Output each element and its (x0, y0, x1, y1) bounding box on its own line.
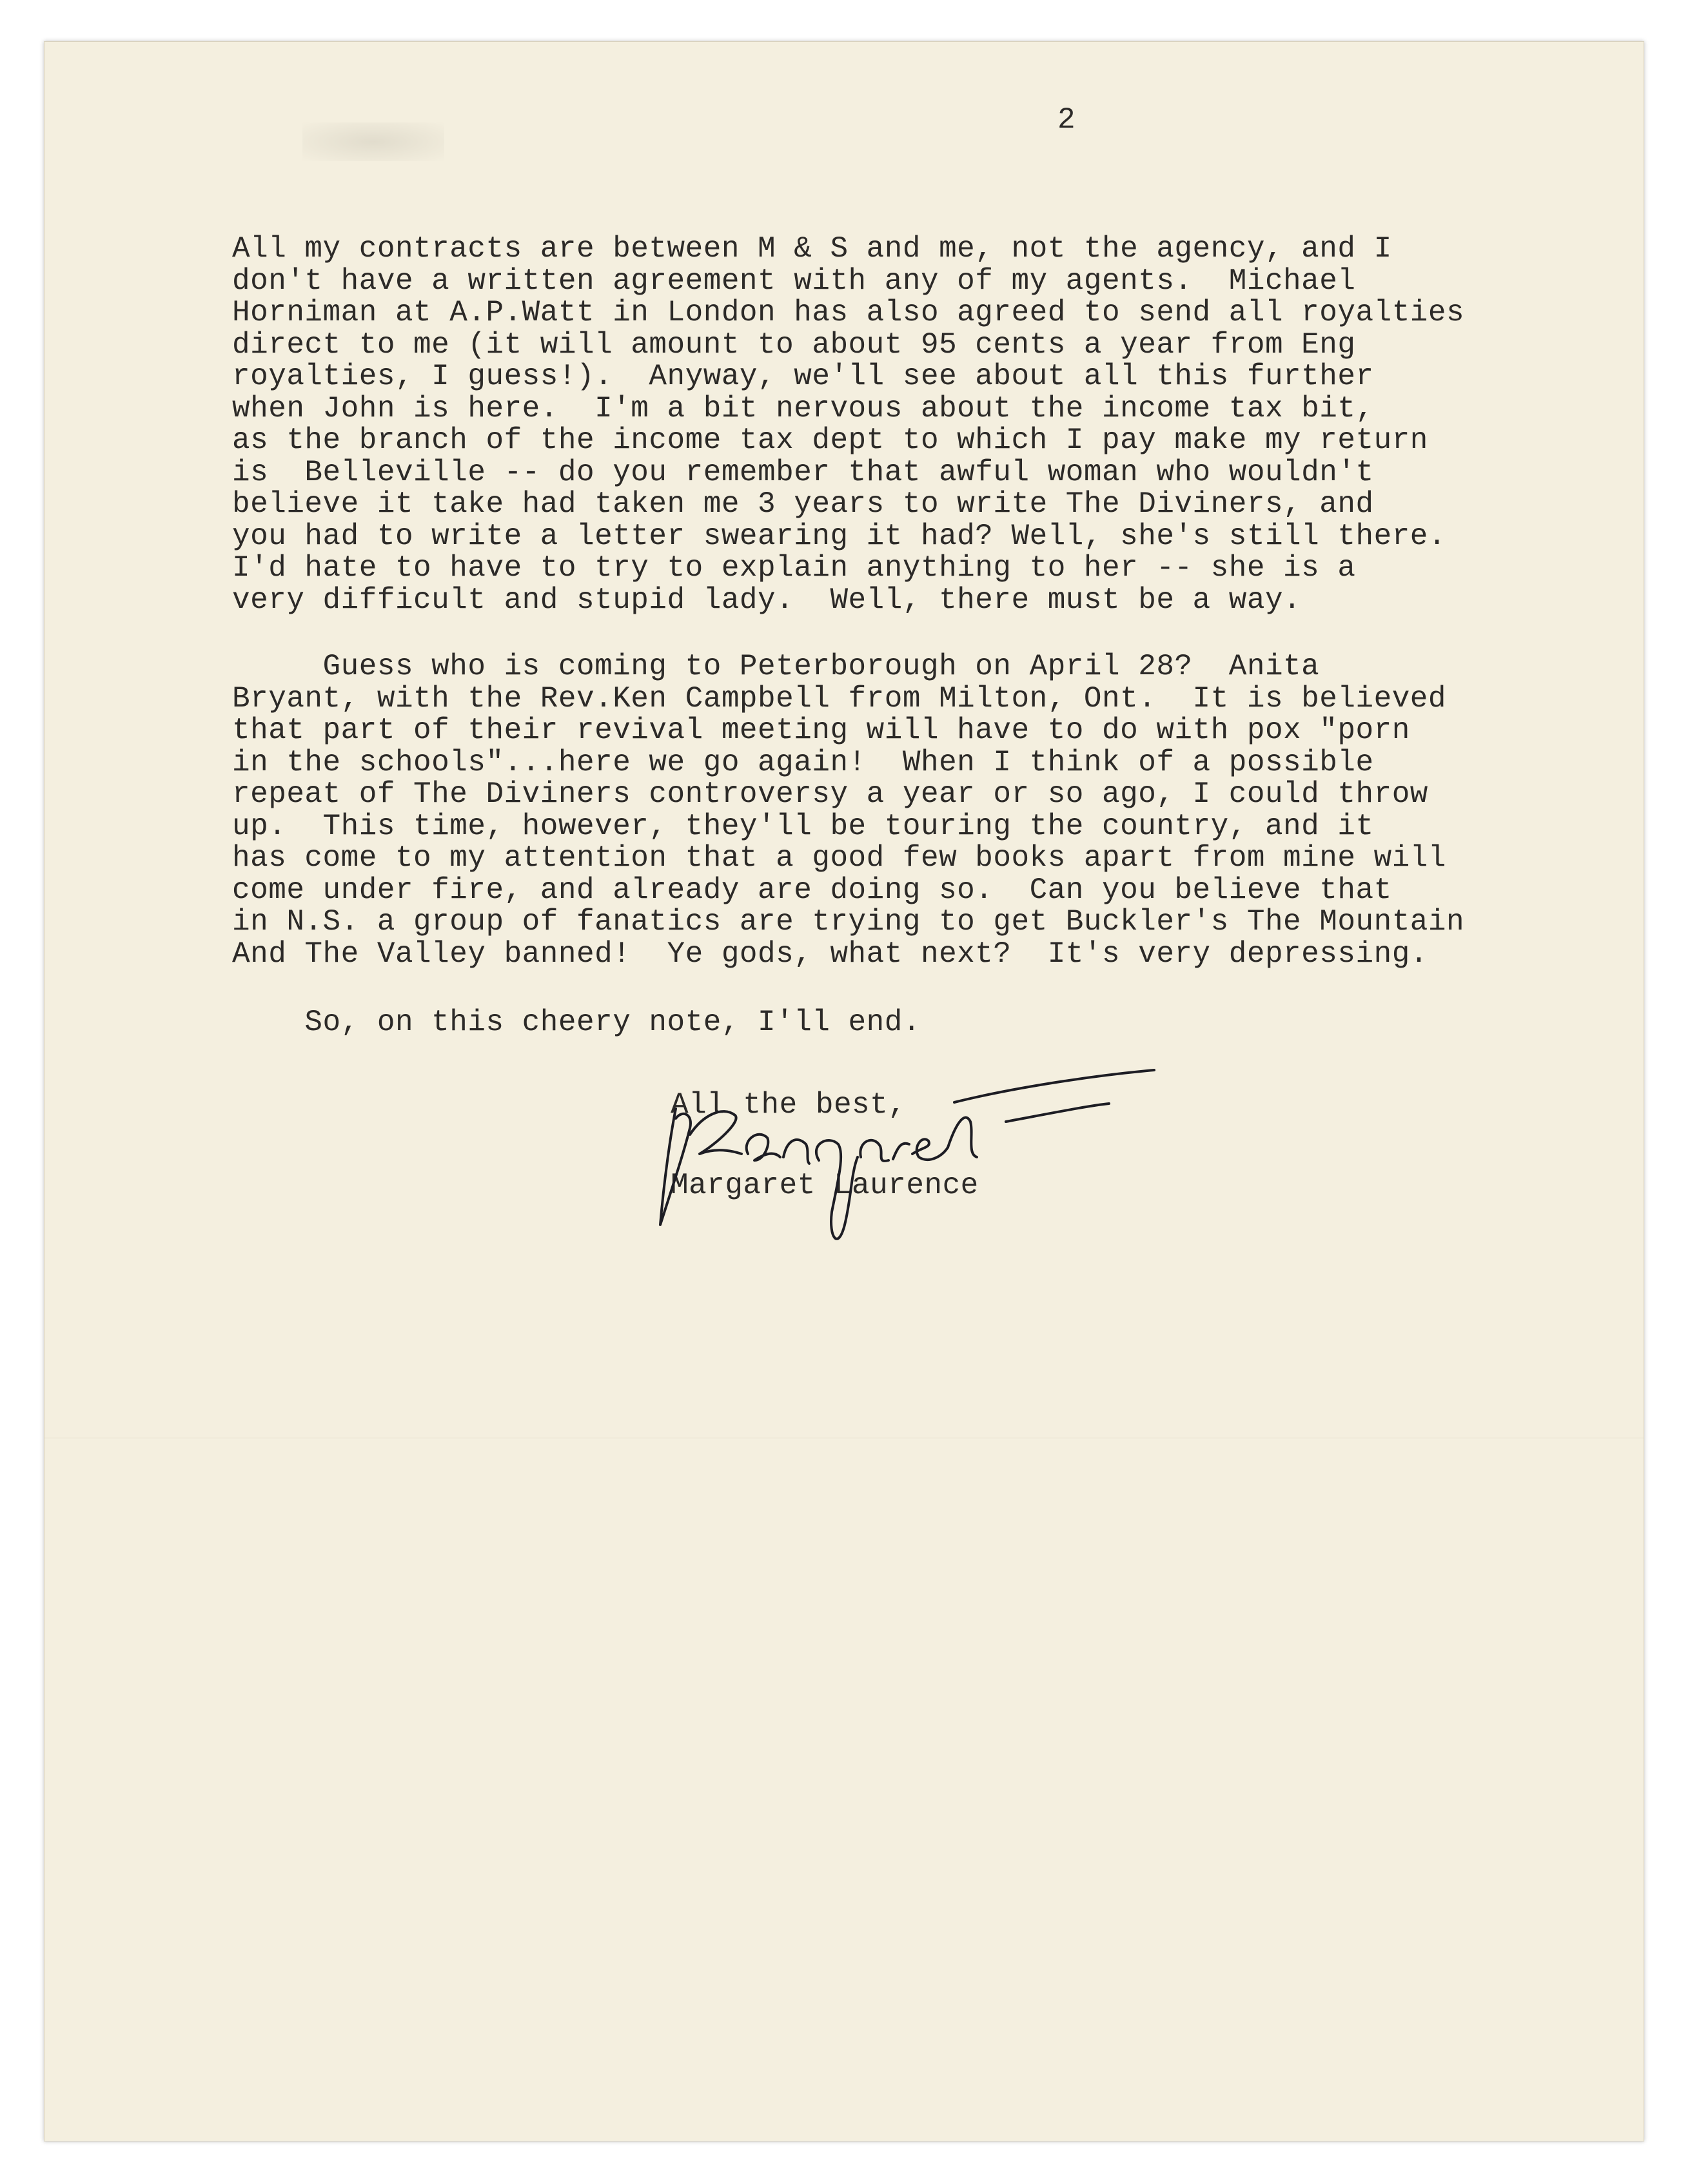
paper-fold-line (44, 1438, 1644, 1439)
paragraph-contracts: All my contracts are between M & S and me, not the agency, and I don't have a written agreement with any of my agents. Michael Horniman at A.P.Watt in London has also agreed to send all royalties direct to me (it will amount to about 95 cents a year from Eng royalties, I guess!). Anyway, we'll see about all this further when John is here. I'm a bit nervous about the income tax bit, as the branch of the income tax dept to which I pay make my return is Belleville -- do you remember that awful woman who wouldn't believe it take had taken me 3 years to write The Diviners, and you had to write a letter swearing it had? Well, she's still there. I'd hate to have to try to explain anything to her -- she is a very difficult and stupid lady. Well, there must be a way. (232, 232, 1465, 617)
typed-signature-name: Margaret Laurence (671, 1169, 979, 1202)
handwritten-signature (645, 1031, 1212, 1276)
paragraph-anita-bryant: Guess who is coming to Peterborough on April 28? Anita Bryant, with the Rev.Ken Campbell from Milton, Ont. It is believed that part of their revival meeting will have to do with pox "porn in the schools"...here we go again! When I think of a possible repeat of The Diviners controversy a year or so ago, I could throw up. This time, however, they'll be touring the country, and it has come to my attention that a good few books apart from mine will come under fire, and already are doing so. Can you believe that in N.S. a group of fanatics are trying to get Buckler's The Mountain And The Valley banned! Ye gods, what next? It's very depressing. (232, 650, 1465, 971)
closing-salutation: All the best, (671, 1088, 907, 1122)
paragraph-cheery-note: So, on this cheery note, I'll end. (232, 1006, 921, 1039)
page-number: 2 (1057, 103, 1076, 137)
paper-smudge (302, 122, 444, 161)
